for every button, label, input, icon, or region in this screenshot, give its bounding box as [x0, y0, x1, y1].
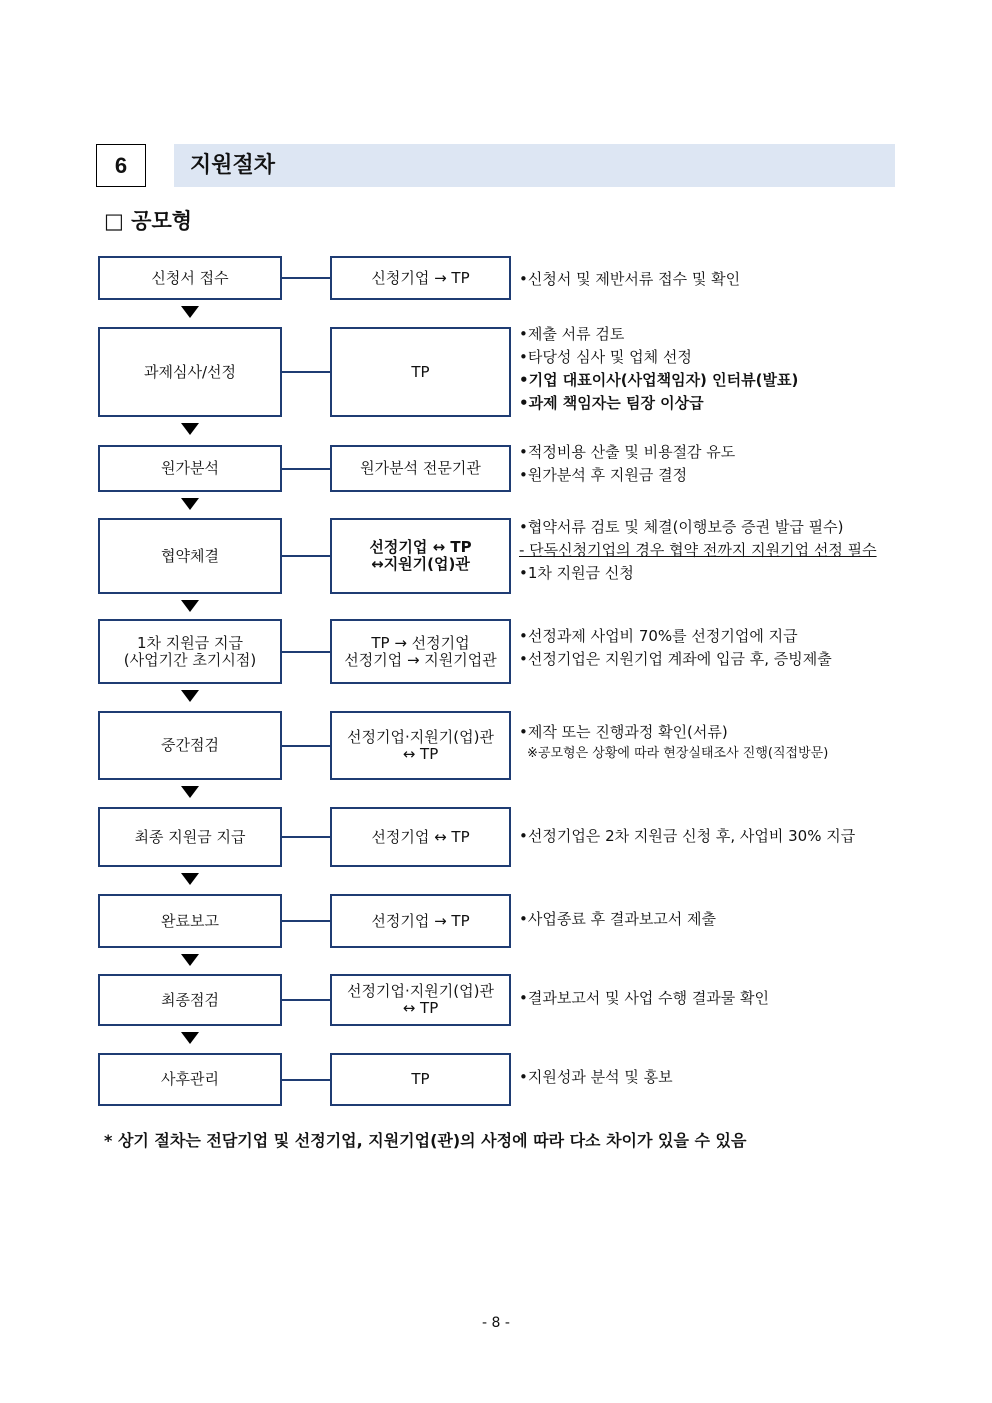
step-note: ※공모형은 상황에 따라 현장실태조사 진행(직접방문): [527, 746, 829, 761]
step-note: •타당성 심사 및 업체 선정: [519, 348, 692, 366]
step-connector-line: [282, 555, 330, 557]
step-note: •기업 대표이사(사업책임자) 인터뷰(발표): [519, 371, 799, 389]
step-note: •신청서 및 제반서류 접수 및 확인: [519, 270, 741, 288]
step-connector-line: [282, 745, 330, 747]
step-connector-line: [282, 836, 330, 838]
step-actor-box: [330, 445, 511, 492]
step-note: •적정비용 산출 및 비용절감 유도: [519, 443, 736, 461]
section-number: 6: [114, 152, 128, 178]
step-stage-label: 1차 지원금 지급: [136, 633, 244, 652]
down-arrow-icon: [181, 954, 199, 966]
footnote: * 상기 절차는 전담기업 및 선정기업, 지원기업(관)의 사정에 따라 다소 차이가 있을 수 있음: [104, 1131, 747, 1150]
step-actor-box: [330, 327, 511, 417]
down-arrow-icon: [181, 498, 199, 510]
step-stage-label: 최종점검: [161, 990, 219, 1009]
step-actor-label: ↔ TP: [402, 744, 439, 763]
step-actor-label: TP: [411, 1070, 430, 1088]
step-notes: [519, 625, 832, 671]
step-note: •선정과제 사업비 70%를 선정기업에 지급: [519, 627, 798, 645]
step-note: •제출 서류 검토: [519, 325, 625, 343]
section-title: 지원절차: [190, 153, 276, 178]
step-stage-box: [98, 445, 282, 492]
step-connector-line: [282, 651, 330, 653]
step-actor-box: [330, 518, 511, 594]
step-stage-box: [98, 711, 282, 780]
step-stage-box: [98, 256, 282, 300]
step-notes: [519, 268, 740, 291]
step-actor-box: [330, 974, 511, 1026]
step-connector-line: [282, 1079, 330, 1081]
step-actor-box: [330, 256, 511, 300]
step-actor-box: [330, 807, 511, 867]
down-arrow-icon: [181, 600, 199, 612]
step-note: •과제 책임자는 팀장 이상급: [519, 394, 704, 412]
step-stage-label: 원가분석: [161, 459, 219, 477]
step-note: •선정기업은 지원기업 계좌에 입금 후, 증빙제출: [519, 650, 832, 668]
step-stage-box: [98, 619, 282, 684]
step-note: •제작 또는 진행과정 확인(서류): [519, 723, 728, 741]
step-actor-label: 선정기업 ↔ TP: [371, 827, 470, 846]
step-note: •협약서류 검토 및 체결(이행보증 증권 발급 필수): [519, 518, 844, 536]
step-stage-box: [98, 327, 282, 417]
step-notes: [519, 908, 716, 931]
section-title-bar: [174, 144, 895, 187]
step-notes: [519, 987, 769, 1010]
step-notes: [519, 516, 877, 585]
step-connector-line: [282, 999, 330, 1001]
step-actor-label: 선정기업 → 지원기업관: [344, 650, 497, 669]
step-actor-box: [330, 619, 511, 684]
step-actor-label: ↔지원기(업)관: [371, 555, 470, 573]
step-note: •결과보고서 및 사업 수행 결과물 확인: [519, 989, 770, 1007]
step-actor-label: ↔ TP: [402, 999, 439, 1017]
step-actor-box: [330, 711, 511, 780]
step-actor-label: 선정기업·지원기(업)관: [347, 982, 494, 1000]
step-actor-label: 선정기업·지원기(업)관: [347, 727, 494, 746]
step-stage-box: [98, 894, 282, 948]
step-stage-box: [98, 518, 282, 594]
step-notes: [519, 441, 735, 487]
step-actor-label: 선정기업 ↔ TP: [369, 538, 472, 556]
down-arrow-icon: [181, 1032, 199, 1044]
step-actor-label: 원가분석 전문기관: [360, 459, 481, 477]
down-arrow-icon: [181, 786, 199, 798]
step-stage-box: [98, 974, 282, 1026]
step-stage-label: 사후관리: [161, 1070, 219, 1088]
step-stage-label: 중간점검: [161, 736, 219, 754]
step-actor-label: 선정기업 → TP: [371, 911, 470, 930]
down-arrow-icon: [181, 306, 199, 318]
step-note: - 단독신청기업의 경우 협약 전까지 지원기업 선정 필수: [519, 541, 877, 559]
step-actor-label: TP: [411, 362, 430, 381]
step-connector-line: [282, 468, 330, 470]
subsection-heading: □ 공모형: [104, 209, 193, 233]
step-stage-box: [98, 807, 282, 867]
down-arrow-icon: [181, 423, 199, 435]
step-actor-box: [330, 894, 511, 948]
step-connector-line: [282, 920, 330, 922]
section-number-box: [96, 144, 146, 187]
step-stage-label: 최종 지원금 지급: [134, 827, 246, 846]
step-notes: [519, 825, 855, 848]
step-note: •원가분석 후 지원금 결정: [519, 466, 688, 484]
step-stage-label: 과제심사/선정: [144, 362, 236, 381]
step-note: •1차 지원금 신청: [519, 564, 634, 582]
step-notes: [519, 323, 798, 415]
step-actor-label: 신청기업 → TP: [371, 268, 470, 287]
step-connector-line: [282, 371, 330, 373]
step-stage-label: 신청서 접수: [151, 268, 229, 287]
page-number: - 8 -: [482, 1315, 510, 1331]
step-note: •선정기업은 2차 지원금 신청 후, 사업비 30% 지급: [519, 827, 856, 845]
step-actor-box: [330, 1053, 511, 1106]
step-stage-box: [98, 1053, 282, 1106]
step-notes: [519, 721, 828, 764]
step-actor-label: TP → 선정기업: [371, 633, 470, 652]
down-arrow-icon: [181, 690, 199, 702]
step-stage-label: (사업기간 초기시점): [123, 650, 257, 669]
step-note: •지원성과 분석 및 홍보: [519, 1068, 673, 1086]
step-connector-line: [282, 277, 330, 279]
step-stage-label: 협약체결: [161, 546, 219, 565]
step-notes: [519, 1066, 673, 1089]
step-stage-label: 완료보고: [161, 911, 219, 930]
step-note: •사업종료 후 결과보고서 제출: [519, 910, 717, 928]
down-arrow-icon: [181, 873, 199, 885]
